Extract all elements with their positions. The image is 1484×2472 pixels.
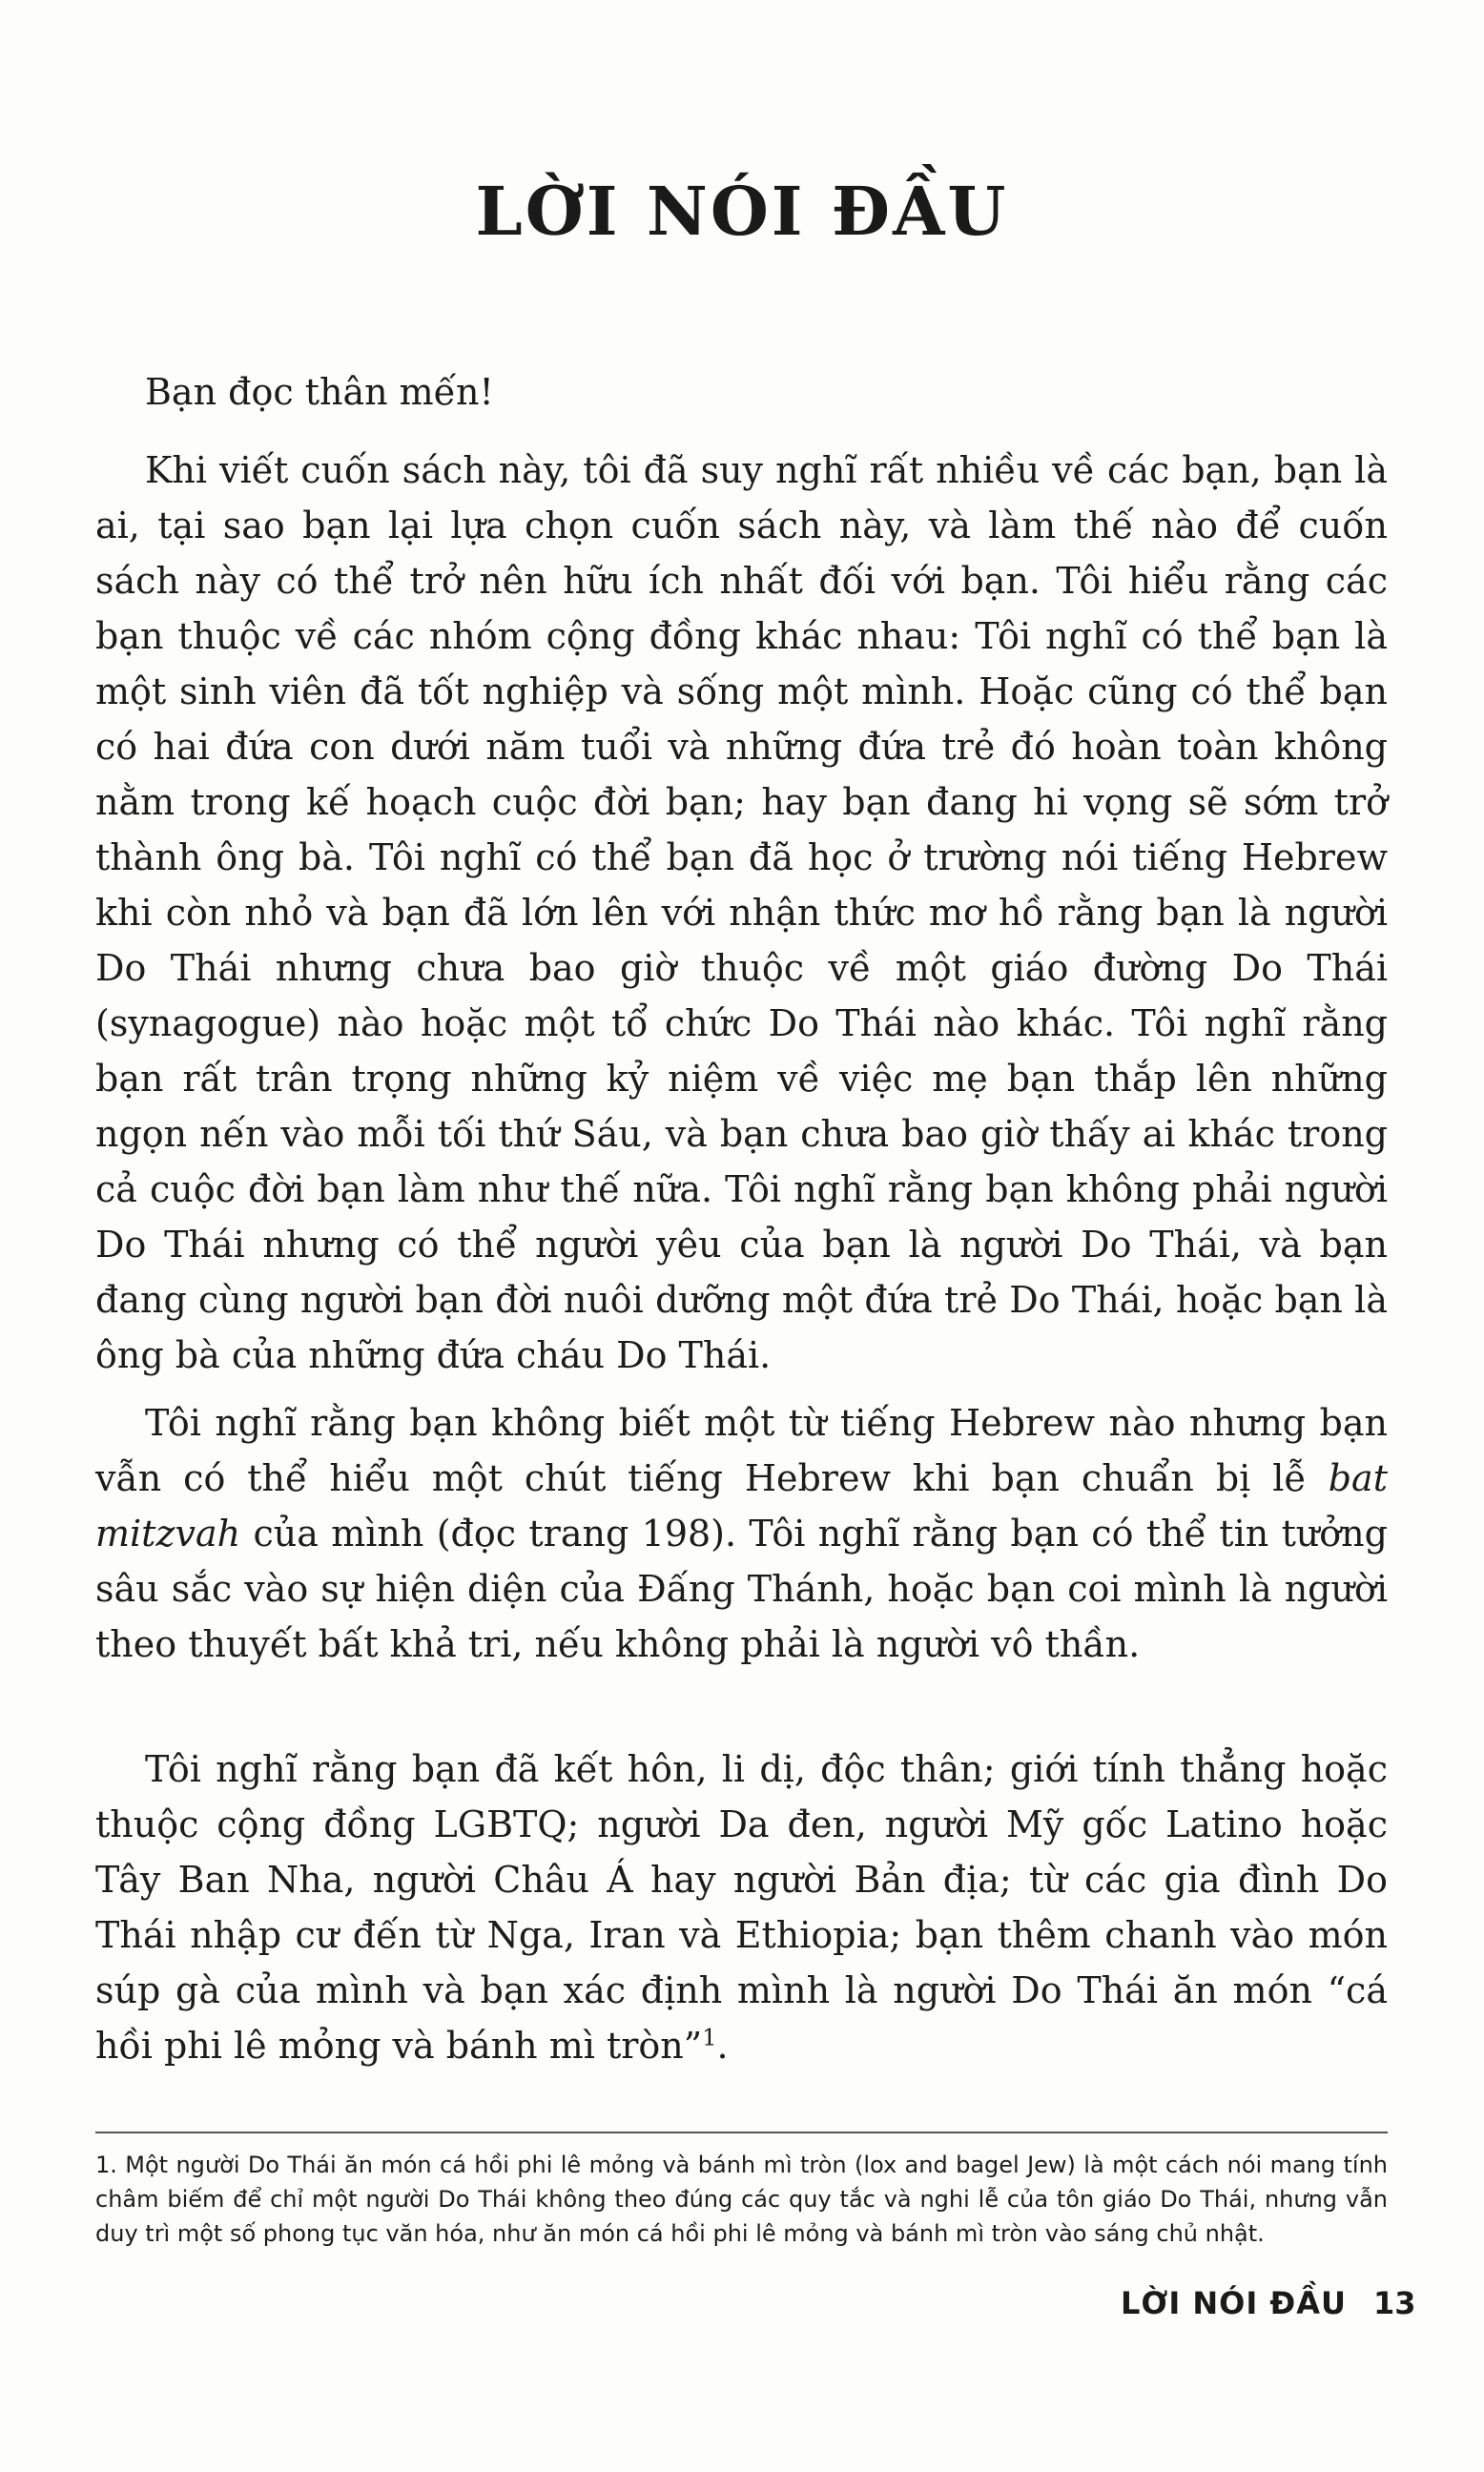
paragraph-3 [95, 1741, 1388, 2073]
italic-term: bat mitzvah [95, 1457, 1388, 1555]
running-head: LỜI NÓI ĐẦU [1121, 2285, 1347, 2321]
greeting: Bạn đọc thân mến! [145, 371, 494, 413]
chapter-title: LỜI NÓI ĐẦU [475, 172, 1009, 251]
paragraph-2-text-end: của mình (đọc trang 198). Tôi nghĩ rằng bạn có thể tin tưởng sâu sắc vào sự hiện diện của Đấng Thánh, hoặc bạn coi mình là người theo thuyết bất khả tri, nếu không phải là người vô thần. [95, 1513, 1388, 1665]
page-number: 13 [1373, 2285, 1416, 2321]
paragraph-3-text: Tôi nghĩ rằng bạn đã kết hôn, li dị, độc thân; giới tính thẳng hoặc thuộc cộng đồng LGBTQ; người Da đen, người Mỹ gốc Latino hoặc Tây Ban Nha, người Châu Á hay người Bản địa; từ các gia đình Do Thái nhập cư đến từ Nga, Iran và Ethiopia; bạn thêm chanh vào món súp gà của mình và bạn xác định mình là người Do Thái ăn món “cá hồi phi lê mỏng và bánh mì tròn” [95, 1748, 1388, 2067]
paragraph-2-text-start: Tôi nghĩ rằng bạn không biết một từ tiếng Hebrew nào nhưng bạn vẫn có thể hiểu một chút tiếng Hebrew khi bạn chuẩn bị lễ [95, 1402, 1388, 1499]
paragraph-2 [95, 1395, 1388, 1672]
paragraph-1: Khi viết cuốn sách này, tôi đã suy nghĩ rất nhiều về các bạn, bạn là ai, tại sao bạn lại lựa chọn cuốn sách này, và làm thế nào để cuốn sách này có thể trở nên hữu ích nhất đối với bạn. Tôi hiểu rằng các bạn thuộc về các nhóm cộng đồng khác nhau: Tôi nghĩ có thể bạn là một sinh viên đã tốt nghiệp và sống một mình. Hoặc cũng có thể bạn có hai đứa con dưới năm tuổi và những đứa trẻ đó hoàn toàn không nằm trong kế hoạch cuộc đời bạn; hay bạn đang hi vọng sẽ sớm trở thành ông bà. Tôi nghĩ có thể bạn đã học ở trường nói tiếng Hebrew khi còn nhỏ và bạn đã lớn lên với nhận thức mơ hồ rằng bạn là người Do Thái nhưng chưa bao giờ thuộc về một giáo đường Do Thái (synagogue) nào hoặc một tổ chức Do Thái nào khác. Tôi nghĩ rằng bạn rất trân trọng những kỷ niệm về việc mẹ bạn thắp lên những ngọn nến vào mỗi tối thứ Sáu, và bạn chưa bao giờ thấy ai khác trong cả cuộc đời bạn làm như thế nữa. Tôi nghĩ rằng bạn không phải người Do Thái nhưng có thể người yêu của bạn là người Do Thái, và bạn đang cùng người bạn đời nuôi dưỡng một đứa trẻ Do Thái, hoặc bạn là ông bà của những đứa cháu Do Thái. [95, 449, 1388, 1376]
footnote-marker: 1 [702, 2024, 717, 2051]
footnote-divider [95, 2132, 1388, 2133]
footnote: 1. Một người Do Thái ăn món cá hồi phi lê mỏng và bánh mì tròn (lox and bagel Jew) là một cách nói mang tính châm biếm để chỉ một người Do Thái không theo đúng các quy tắc và nghi lễ của tôn giáo Do Thái, nhưng vẫn duy trì một số phong tục văn hóa, như ăn món cá hồi phi lê mỏng và bánh mì tròn vào sáng chủ nhật. [95, 2152, 1388, 2247]
paragraph-3-period: . [716, 2025, 729, 2067]
